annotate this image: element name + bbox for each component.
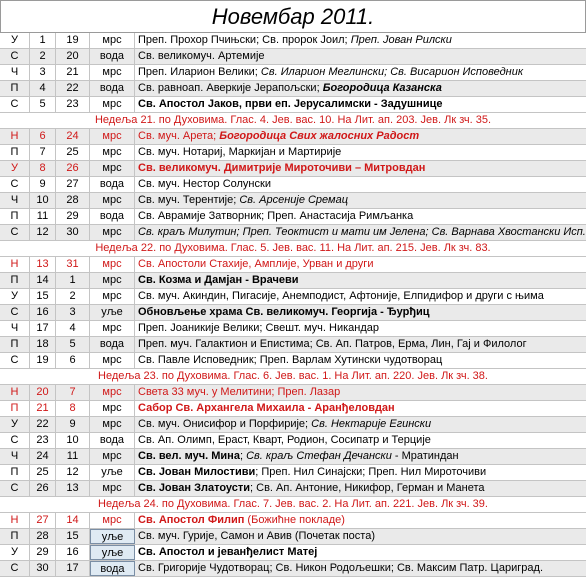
fasting-rule: мрс (90, 193, 135, 208)
feast-text: Св. Иларион Меглински; Св. Висарион Исповедник (260, 66, 524, 78)
date-new: 9 (30, 177, 56, 192)
feast-text: Св. Григорије Чудотворац; Св. Никон Родољешки; Св. Максим Патр. Цариград. (138, 562, 544, 574)
date-old: 28 (56, 193, 90, 208)
feast-text: Сабор Св. Архангела Михаила - Аранђеловдан (138, 402, 395, 414)
day-row (0, 257, 586, 273)
weekday-letter: Ч (0, 193, 30, 208)
date-new: 18 (30, 337, 56, 352)
date-old: 12 (56, 465, 90, 480)
feast-description (136, 289, 586, 304)
date-old: 26 (56, 161, 90, 176)
feast-text: Св. муч. Гурије, Самон и Авив (Почетак поста) (138, 530, 375, 542)
week-header: Недеља 21. по Духовима. Глас. 4. Јев. вас. 10. На Лит. ап. 203. Јев. Лк зч. 35. (0, 113, 586, 129)
feast-text: Преп. Прохор Пчињски; Св. пророк Јоил; (138, 34, 351, 46)
fasting-rule: мрс (90, 65, 135, 80)
date-new: 22 (30, 417, 56, 432)
fasting-rule: мрс (90, 353, 135, 368)
day-row (0, 449, 586, 465)
feast-text: ; Св. Ап. Антоние, Никифор, Герман и Манета (250, 482, 485, 494)
feast-description (136, 257, 586, 272)
feast-text: Св. муч. Терентије; (138, 194, 240, 206)
fasting-rule: уље (90, 305, 135, 320)
day-row (0, 225, 586, 241)
feast-description (136, 49, 586, 64)
date-old: 31 (56, 257, 90, 272)
day-row (0, 337, 586, 353)
weekday-letter: С (0, 49, 30, 64)
feast-description (136, 225, 586, 240)
date-new: 25 (30, 465, 56, 480)
feast-description (136, 481, 586, 496)
date-new: 17 (30, 321, 56, 336)
date-new: 20 (30, 385, 56, 400)
feast-text: (Божићне покладе) (244, 514, 345, 526)
date-old: 20 (56, 49, 90, 64)
feast-description (136, 353, 586, 368)
weekday-letter: Ч (0, 321, 30, 336)
day-row (0, 305, 586, 321)
date-old: 30 (56, 225, 90, 240)
fasting-rule: мрс (90, 385, 135, 400)
feast-text: Преп. Јоаникије Велики; Свешт. муч. Никандар (138, 322, 380, 334)
calendar-title: Новембар 2011. (0, 0, 586, 33)
date-old: 15 (56, 529, 90, 544)
feast-description (136, 97, 586, 112)
feast-text: Св. муч. Арета; (138, 130, 220, 142)
feast-text: Св. муч. Онисифор и Порфирије; (138, 418, 312, 430)
feast-description (136, 545, 586, 560)
feast-text: - Мратиндан (391, 450, 459, 462)
date-old: 16 (56, 545, 90, 560)
fasting-rule: мрс (90, 273, 135, 288)
fasting-rule: мрс (90, 401, 135, 416)
feast-text: Св. Јован Милостиви (138, 466, 256, 478)
date-old: 27 (56, 177, 90, 192)
feast-text: Св. Козма и Дамјан - Врачеви (138, 274, 299, 286)
day-row (0, 465, 586, 481)
feast-description (136, 385, 586, 400)
feast-description (136, 273, 586, 288)
weekday-letter: Ч (0, 449, 30, 464)
feast-text: Св. Ап. Олимп, Ераст, Кварт, Родион, Сосипатр и Терције (138, 434, 431, 446)
fasting-rule: вода (90, 49, 135, 64)
date-old: 23 (56, 97, 90, 112)
date-new: 28 (30, 529, 56, 544)
weekday-letter: Н (0, 385, 30, 400)
day-row (0, 273, 586, 289)
feast-description (136, 33, 586, 48)
weekday-letter: У (0, 289, 30, 304)
fasting-rule: мрс (90, 417, 135, 432)
day-row (0, 417, 586, 433)
date-new: 26 (30, 481, 56, 496)
date-new: 15 (30, 289, 56, 304)
date-old: 8 (56, 401, 90, 416)
fasting-rule: мрс (90, 481, 135, 496)
fasting-rule: мрс (90, 145, 135, 160)
feast-text: Св. Павле Исповедник; Преп. Варлам Хутински чудотворац (138, 354, 443, 366)
day-row (0, 385, 586, 401)
feast-description (136, 417, 586, 432)
date-old: 7 (56, 385, 90, 400)
feast-description (136, 209, 586, 224)
weekday-letter: П (0, 145, 30, 160)
day-row (0, 289, 586, 305)
day-row (0, 49, 586, 65)
date-new: 12 (30, 225, 56, 240)
feast-description (136, 529, 586, 544)
week-header: Недеља 22. по Духовима. Глас. 5. Јев. вас. 11. На Лит. ап. 215. Јев. Лк зч. 83. (0, 241, 586, 257)
feast-description (136, 433, 586, 448)
feast-text: ; (239, 450, 247, 462)
feast-text: Преп. Иларион Велики; (138, 66, 261, 78)
week-header: Недеља 24. по Духовима. Глас. 7. Јев. вас. 2. На Лит. ап. 221. Јев. Лк зч. 39. (0, 497, 586, 513)
feast-text: Преп. муч. Галактион и Епистима; Св. Ап. Патров, Ерма, Лин, Гај и Филолог (138, 338, 527, 350)
date-new: 24 (30, 449, 56, 464)
calendar-rows (0, 33, 586, 577)
date-new: 27 (30, 513, 56, 528)
fasting-rule: мрс (90, 33, 135, 48)
day-row (0, 353, 586, 369)
feast-text: Св. Апостол Јаков, први еп. Јерусалимски - Задушнице (138, 98, 443, 110)
date-old: 11 (56, 449, 90, 464)
day-row (0, 145, 586, 161)
fasting-rule: мрс (90, 225, 135, 240)
date-old: 21 (56, 65, 90, 80)
date-new: 3 (30, 65, 56, 80)
feast-description (136, 65, 586, 80)
date-old: 5 (56, 337, 90, 352)
weekday-letter: У (0, 545, 30, 560)
date-old: 4 (56, 321, 90, 336)
feast-text: Богородица Свих жалосних Радост (219, 130, 420, 142)
week-header: Недеља 23. по Духовима. Глас. 6. Јев. вас. 1. На Лит. ап. 220. Јев. Лк зч. 38. (0, 369, 586, 385)
feast-text: Св. муч. Нотариј, Маркијан и Мартирије (138, 146, 342, 158)
date-old: 29 (56, 209, 90, 224)
date-new: 11 (30, 209, 56, 224)
weekday-letter: С (0, 97, 30, 112)
feast-description (136, 145, 586, 160)
day-row (0, 529, 586, 545)
feast-description (136, 561, 586, 576)
date-old: 6 (56, 353, 90, 368)
feast-description (136, 465, 586, 480)
feast-text: Св. великомуч. Артемије (138, 50, 265, 62)
date-new: 6 (30, 129, 56, 144)
feast-description (136, 81, 586, 96)
feast-text: Св. Апостол Филип (138, 514, 245, 526)
weekday-letter: П (0, 401, 30, 416)
feast-text: Св. великомуч. Димитрије Мироточиви – Митровдан (138, 162, 426, 174)
date-new: 30 (30, 561, 56, 576)
date-old: 25 (56, 145, 90, 160)
day-row (0, 161, 586, 177)
feast-text: Св. Нектарије Егински (311, 418, 432, 430)
weekday-letter: П (0, 465, 30, 480)
fasting-rule: вода (90, 337, 135, 352)
day-row (0, 65, 586, 81)
weekday-letter: П (0, 529, 30, 544)
feast-text: Св. Апостол и јеванђелист Матеј (138, 546, 318, 558)
weekday-letter: Ч (0, 65, 30, 80)
date-old: 13 (56, 481, 90, 496)
date-old: 24 (56, 129, 90, 144)
feast-description (136, 321, 586, 336)
date-new: 14 (30, 273, 56, 288)
date-new: 8 (30, 161, 56, 176)
weekday-letter: С (0, 561, 30, 576)
date-new: 13 (30, 257, 56, 272)
feast-text: Обновљење храма Св. великомуч. Георгија - Ђурђиц (138, 306, 430, 318)
fasting-rule: мрс (90, 449, 135, 464)
feast-text: Св. равноап. Аверкије Јерапољски; (138, 82, 323, 94)
day-row (0, 545, 586, 561)
feast-text: Св. Апостоли Стахије, Амплије, Урван и други (138, 258, 374, 270)
feast-description (136, 513, 586, 528)
date-new: 7 (30, 145, 56, 160)
weekday-letter: П (0, 209, 30, 224)
day-row (0, 129, 586, 145)
feast-text: Св. Аврамије Затворник; Преп. Анастасија Римљанка (138, 210, 414, 222)
feast-text: Св. Јован Златоусти (138, 482, 251, 494)
day-row (0, 321, 586, 337)
date-new: 29 (30, 545, 56, 560)
weekday-letter: Н (0, 257, 30, 272)
fasting-rule: мрс (90, 257, 135, 272)
weekday-letter: С (0, 177, 30, 192)
feast-description (136, 337, 586, 352)
fasting-rule: вода (90, 177, 135, 192)
fasting-rule: вода (90, 561, 135, 576)
feast-text: Св. вел. муч. Мина (138, 450, 240, 462)
date-old: 10 (56, 433, 90, 448)
feast-description (136, 449, 586, 464)
date-old: 9 (56, 417, 90, 432)
feast-description (136, 305, 586, 320)
fasting-rule: мрс (90, 289, 135, 304)
feast-description (136, 177, 586, 192)
date-new: 23 (30, 433, 56, 448)
day-row (0, 81, 586, 97)
day-row (0, 513, 586, 529)
date-new: 16 (30, 305, 56, 320)
day-row (0, 177, 586, 193)
feast-text: Преп. Јован Рилски (350, 34, 452, 46)
date-new: 1 (30, 33, 56, 48)
feast-text: Света 33 муч. у Мелитини; Преп. Лазар (138, 386, 341, 398)
weekday-letter: С (0, 353, 30, 368)
day-row (0, 193, 586, 209)
feast-text: Богородица Казанска (322, 82, 442, 94)
fasting-rule: мрс (90, 161, 135, 176)
feast-description (136, 161, 586, 176)
date-new: 19 (30, 353, 56, 368)
weekday-letter: П (0, 81, 30, 96)
feast-text: Св. краљ Стефан Дечански (246, 450, 392, 462)
feast-text: Св. муч. Акиндин, Пигасије, Анемподист, Афтоније, Елпидифор и други с њима (138, 290, 544, 302)
fasting-rule: уље (90, 529, 135, 544)
day-row (0, 33, 586, 49)
weekday-letter: С (0, 433, 30, 448)
day-row (0, 209, 586, 225)
fasting-rule: вода (90, 209, 135, 224)
fasting-rule: мрс (90, 513, 135, 528)
feast-text: Св. муч. Нестор Солунски (138, 178, 271, 190)
weekday-letter: С (0, 481, 30, 496)
day-row (0, 401, 586, 417)
feast-text: Св. Арсеније Сремац (239, 194, 348, 206)
date-old: 22 (56, 81, 90, 96)
feast-description (136, 401, 586, 416)
fasting-rule: вода (90, 81, 135, 96)
fasting-rule: мрс (90, 129, 135, 144)
date-old: 14 (56, 513, 90, 528)
fasting-rule: уље (90, 545, 135, 560)
fasting-rule: уље (90, 465, 135, 480)
feast-text: ; Преп. Нил Синајски; Преп. Нил Мироточиви (255, 466, 487, 478)
day-row (0, 97, 586, 113)
date-new: 5 (30, 97, 56, 112)
weekday-letter: П (0, 273, 30, 288)
weekday-letter: Н (0, 513, 30, 528)
date-new: 4 (30, 81, 56, 96)
day-row (0, 481, 586, 497)
weekday-letter: У (0, 161, 30, 176)
date-old: 1 (56, 273, 90, 288)
weekday-letter: П (0, 337, 30, 352)
weekday-letter: С (0, 225, 30, 240)
date-new: 10 (30, 193, 56, 208)
date-old: 17 (56, 561, 90, 576)
day-row (0, 561, 586, 577)
weekday-letter: С (0, 305, 30, 320)
feast-description (136, 193, 586, 208)
weekday-letter: У (0, 417, 30, 432)
date-old: 3 (56, 305, 90, 320)
date-old: 2 (56, 289, 90, 304)
weekday-letter: У (0, 33, 30, 48)
date-new: 21 (30, 401, 56, 416)
date-old: 19 (56, 33, 90, 48)
date-new: 2 (30, 49, 56, 64)
day-row (0, 433, 586, 449)
weekday-letter: Н (0, 129, 30, 144)
fasting-rule: мрс (90, 321, 135, 336)
feast-text: Св. краљ Милутин; Преп. Теоктист и мати им Јелена; Св. Варнава Хвостански Исп. (138, 226, 586, 238)
feast-description (136, 129, 586, 144)
fasting-rule: вода (90, 433, 135, 448)
fasting-rule: мрс (90, 97, 135, 112)
